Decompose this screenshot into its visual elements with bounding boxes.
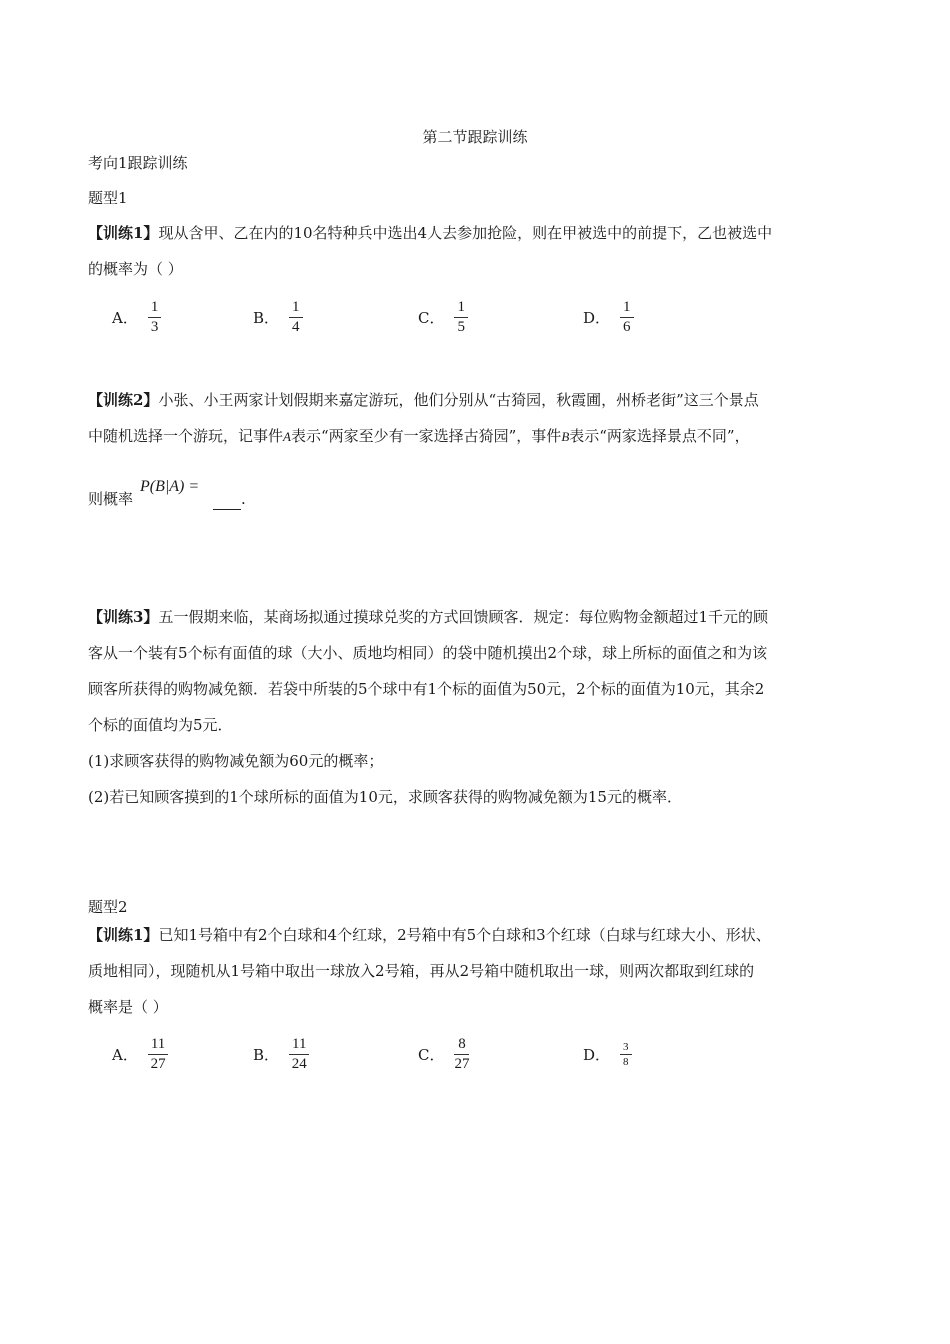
t2-q1-line3: 概率是（ ） [88,998,168,1016]
fraction: $\frac{1}{4}$ [289,299,303,336]
event-a-var: A [283,429,291,444]
t1-q1-option-c[interactable]: C． $\frac{1}{5}$ [418,295,468,339]
fraction: $\frac{3}{8}$ [620,1041,632,1068]
t1-q3-line1: 【训练3】五一假期来临，某商场拟通过摸球兑奖的方式回馈顾客．规定：每位购物金额超过1千元的顾 [88,608,768,626]
event-b-var: B [561,429,570,444]
t1-q3-line4: 个标的面值均为5元． [88,716,233,734]
fraction: $\frac{11}{24}$ [289,1036,309,1073]
conditional-probability-formula: P(B|A) = [140,478,200,495]
t2-q1-option-d[interactable]: D． $\frac{3}{8}$ [583,1032,632,1076]
type1-heading: 题型1 [88,189,128,207]
t2-q1-tag: 【训练1】 [88,926,159,944]
t1-q1-option-b[interactable]: B． $\frac{1}{4}$ [253,295,303,339]
fraction: $\frac{11}{27}$ [148,1036,168,1073]
t2-q1-option-b[interactable]: B． $\frac{11}{24}$ [253,1032,309,1076]
t1-q1-option-d[interactable]: D． $\frac{1}{6}$ [583,295,634,339]
t1-q1-tag: 【训练1】 [88,224,159,242]
fraction: $\frac{1}{5}$ [454,299,468,336]
t1-q3-line3: 顾客所获得的购物减免额．若袋中所装的5个球中有1个标的面值为50元，2个标的面值为10元，其余2 [88,680,765,698]
t2-q1-option-a[interactable]: A． $\frac{11}{27}$ [112,1032,168,1076]
t1-q3-sub1: (1)求顾客获得的购物减免额为60元的概率； [88,752,384,770]
t1-q1-line2: 的概率为（ ） [88,260,183,278]
t1-q3-line2: 客从一个装有5个标有面值的球（大小、质地均相同）的袋中随机摸出2个球，球上所标的面值之和为该 [88,644,768,662]
type2-heading: 题型2 [88,898,128,916]
t2-q1-line2: 质地相同），现随机从1号箱中取出一球放入2号箱，再从2号箱中随机取出一球，则两次都取到红球的 [88,962,755,980]
t1-q1-text1: 现从含甲、乙在内的10名特种兵中选出4人去参加抢险，则在甲被选中的前提下，乙也被选中 [158,224,773,242]
t1-q2-line1: 【训练2】小张、小王两家计划假期来嘉定游玩，他们分别从“古猗园，秋霞圃，州桥老街”这三个景点 [88,391,759,409]
t1-q3-sub2: (2)若已知顾客摸到的1个球所标的面值为10元，求顾客获得的购物减免额为15元的概率． [88,788,682,806]
fraction: $\frac{1}{3}$ [148,299,162,336]
t1-q3-tag: 【训练3】 [88,608,159,626]
t1-q2-tag: 【训练2】 [88,391,159,409]
fraction: $\frac{8}{27}$ [454,1035,470,1072]
answer-blank[interactable]: . [207,488,246,510]
t1-q2-line2: 中随机选择一个游玩，记事件A表示“两家至少有一家选择古猗园”，事件B表示“两家选择景点不同”， [88,427,750,445]
fraction: $\frac{1}{6}$ [620,299,634,336]
page-title: 第二节跟踪训练 [422,128,528,146]
t1-q1-line1 [88,222,772,244]
t1-q1-option-a[interactable]: A． $\frac{1}{3}$ [112,295,161,339]
section-heading: 考向1跟踪训练 [88,154,188,172]
t2-q1-line1: 【训练1】已知1号箱中有2个白球和4个红球，2号箱中有5个白球和3个红球（白球与红球大小、形状、 [88,926,771,944]
t1-q2-line3-prefix: 则概率 [88,490,134,508]
t2-q1-option-c[interactable]: C． $\frac{8}{27}$ [418,1035,470,1072]
